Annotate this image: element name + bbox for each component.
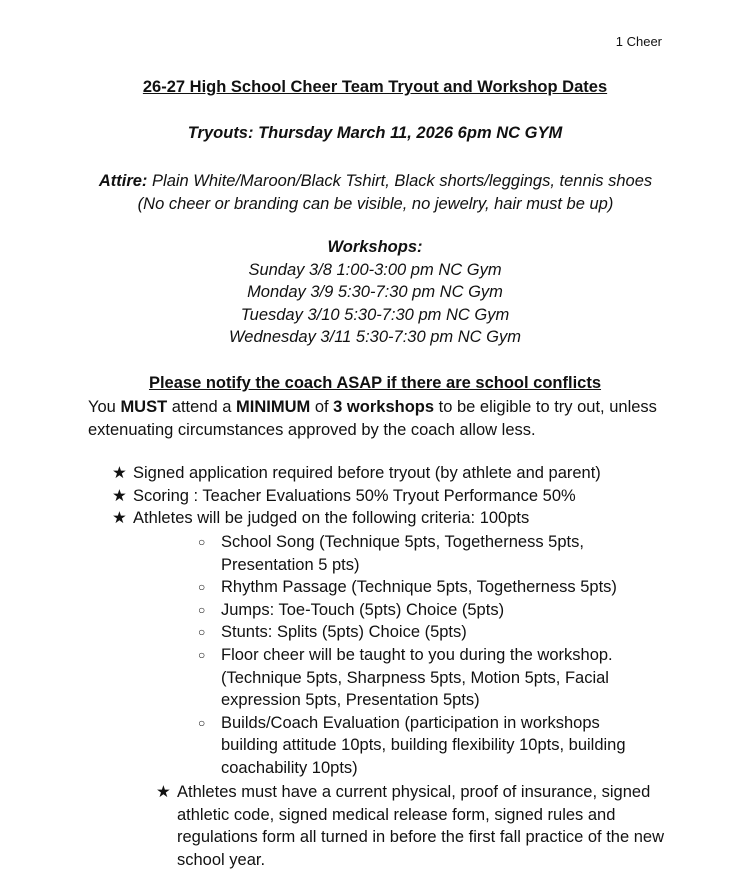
criteria-item: [198, 531, 658, 576]
list-item: [112, 485, 672, 508]
criteria-item: [198, 576, 658, 599]
list-item-text: Scoring : Teacher Evaluations 50% Tryout Performance 50%: [133, 486, 576, 505]
attire-paragraph: [88, 170, 663, 215]
circle-bullet-icon: ○: [198, 535, 206, 549]
criteria-text: Stunts: Splits (5pts) Choice (5pts): [221, 623, 467, 642]
req-text: attend a: [167, 398, 236, 416]
req-text: You: [88, 398, 121, 416]
star-bullet-icon: ★: [112, 509, 127, 528]
req-emphasis: 3 workshops: [333, 398, 435, 416]
list-item: [112, 462, 672, 485]
req-text: to be eligible to try out, unless extenuating circumstances approved by the coach allow less.: [88, 398, 657, 439]
criteria-item: [198, 599, 658, 622]
criteria-text: Floor cheer will be taught to you during the workshop. (Technique 5pts, Sharpness 5pts, Motion 5pts, Facial expression 5pts, Presentation 5pts): [221, 645, 613, 710]
attendance-requirement: [88, 396, 678, 441]
circle-bullet-icon: ○: [198, 580, 206, 595]
workshop-item: Monday 3/9 5:30-7:30 pm NC Gym: [247, 283, 503, 302]
workshop-item: Wednesday 3/11 5:30-7:30 pm NC Gym: [229, 328, 521, 347]
criteria-item: [198, 644, 658, 712]
attire-text: Plain White/Maroon/Black Tshirt, Black shorts/leggings, tennis shoes (No cheer or branding can be visible, no jewelry, hair must be up): [137, 172, 653, 213]
star-bullet-icon: ★: [156, 783, 171, 801]
circle-bullet-icon: ○: [198, 625, 206, 640]
criteria-item: [198, 621, 658, 644]
attire-label: Attire:: [98, 172, 148, 190]
conflict-notice: Please notify the coach ASAP if there are school conflicts: [148, 374, 602, 392]
circle-bullet-icon: ○: [198, 715, 206, 730]
star-bullet-icon: ★: [112, 464, 127, 482]
req-emphasis: MINIMUM: [236, 398, 311, 416]
req-text: of: [310, 398, 334, 416]
criteria-item: [198, 712, 658, 780]
criteria-list: [198, 531, 658, 780]
workshops-section: [0, 236, 750, 349]
list-item: [112, 507, 672, 530]
criteria-text: School Song (Technique 5pts, Togetherness 5pts, Presentation 5 pts): [221, 533, 584, 574]
requirements-list: [112, 462, 672, 530]
workshop-item: Tuesday 3/10 5:30-7:30 pm NC Gym: [240, 305, 510, 324]
criteria-text: Rhythm Passage (Technique 5pts, Togetherness 5pts): [221, 578, 617, 597]
criteria-text: Builds/Coach Evaluation (participation in workshops building attitude 10pts, building flexibility 10pts, building coachability 10pts): [221, 713, 626, 777]
final-requirement-item: [156, 781, 676, 871]
circle-bullet-icon: ○: [198, 647, 206, 662]
req-emphasis: MUST: [120, 398, 168, 416]
star-bullet-icon: ★: [112, 486, 127, 505]
workshop-item: Sunday 3/8 1:00-3:00 pm NC Gym: [248, 260, 502, 279]
workshops-heading: Workshops:: [327, 238, 423, 256]
document-title: 26-27 High School Cheer Team Tryout and Workshop Dates: [142, 78, 608, 96]
list-item-text: Athletes will be judged on the following criteria: 100pts: [133, 509, 530, 528]
list-item-text: Signed application required before tryout (by athlete and parent): [133, 464, 601, 482]
tryout-date: Tryouts: Thursday March 11, 2026 6pm NC GYM: [187, 124, 563, 142]
circle-bullet-icon: ○: [198, 602, 206, 617]
criteria-text: Jumps: Toe-Touch (5pts) Choice (5pts): [221, 600, 505, 619]
final-requirement-text: Athletes must have a current physical, proof of insurance, signed athletic code, signed medical release form, signed rules and regulations form all turned in before the first fall practice of the new school year.: [177, 783, 664, 869]
page-header-label: 1 Cheer: [615, 34, 662, 49]
